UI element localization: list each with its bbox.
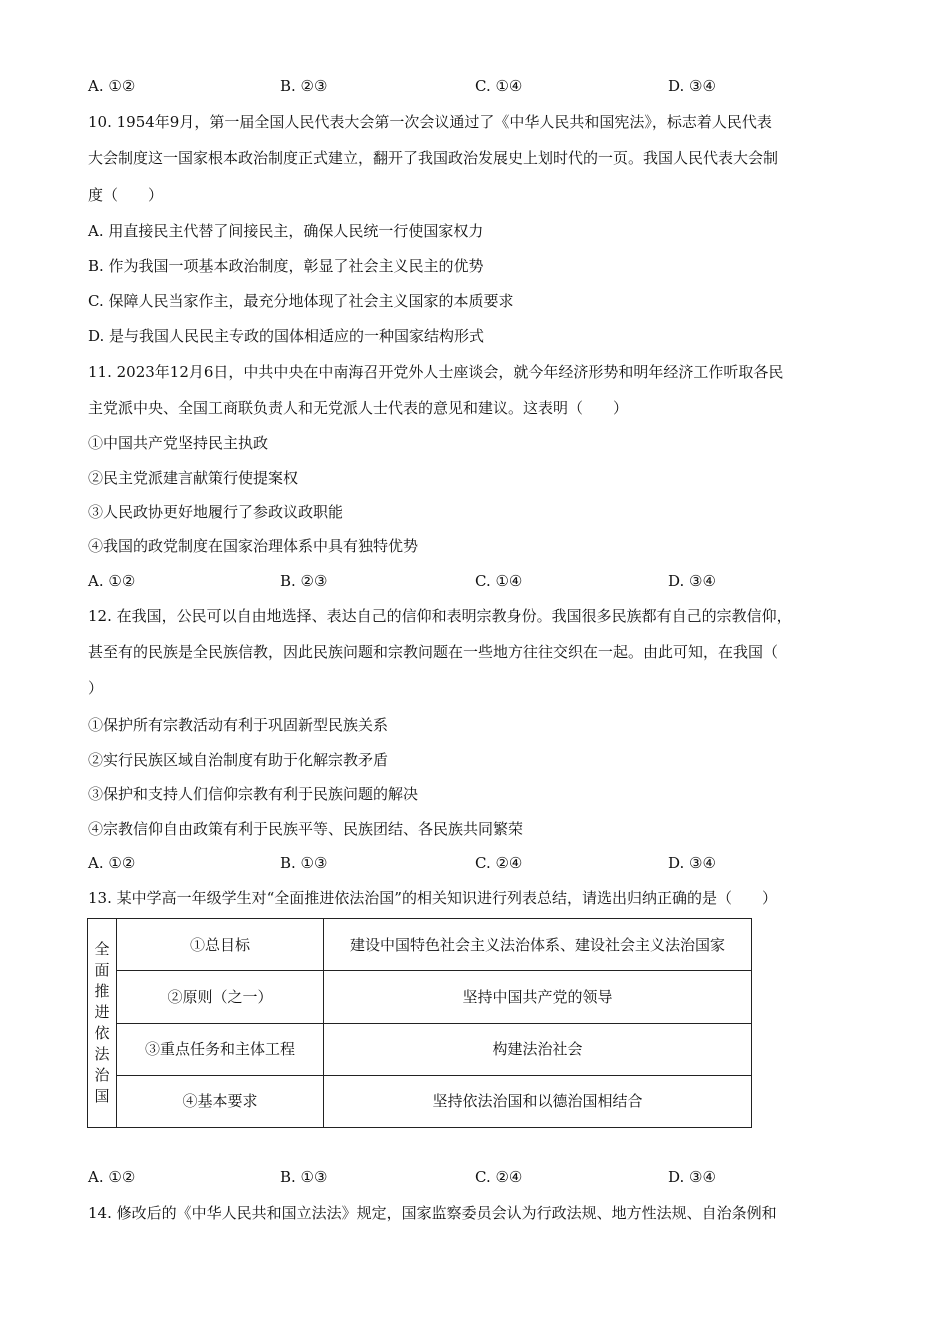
q12-item-2: ②实行民族区域自治制度有助于化解宗教矛盾 [88, 751, 389, 769]
q12-option-a[interactable]: A. ①② [88, 854, 136, 872]
q12-option-c[interactable]: C. ②④ [475, 854, 523, 872]
q9-option-d[interactable]: D. ③④ [668, 77, 716, 95]
q10-choice-c[interactable]: C. 保障人民当家作主，最充分地体现了社会主义国家的本质要求 [88, 292, 514, 310]
table-row [88, 1023, 752, 1075]
q12-stem-line-1: 12. 在我国，公民可以自由地选择、表达自己的信仰和表明宗教身份。我国很多民族都有自己的宗教信仰， [88, 607, 792, 625]
q9-options [88, 76, 788, 96]
q11-option-b[interactable]: B. ②③ [280, 572, 328, 590]
q14-stem: 14. 修改后的《中华人民共和国立法法》规定，国家监察委员会认为行政法规、地方性法规、自治条例和 [88, 1204, 777, 1222]
q11-option-c[interactable]: C. ①④ [475, 572, 523, 590]
table-item-cell: ①总目标 [117, 919, 324, 971]
table-content-cell: 构建法治社会 [324, 1023, 752, 1075]
q10-choice-b[interactable]: B. 作为我国一项基本政治制度，彰显了社会主义民主的优势 [88, 257, 484, 275]
table-item-cell: ③重点任务和主体工程 [117, 1023, 324, 1075]
q13-stem: 13. 某中学高一年级学生对“全面推进依法治国”的相关知识进行列表总结，请选出归纳正确的是（ ） [88, 889, 777, 907]
table-content-cell: 坚持依法治国和以德治国相结合 [324, 1075, 752, 1127]
q9-option-a[interactable]: A. ①② [88, 77, 136, 95]
q11-item-2: ②民主党派建言献策行使提案权 [88, 469, 299, 487]
q13-options [88, 1167, 788, 1187]
q11-item-4: ④我国的政党制度在国家治理体系中具有独特优势 [88, 537, 419, 555]
q9-option-b[interactable]: B. ②③ [280, 77, 328, 95]
q12-option-b[interactable]: B. ①③ [280, 854, 328, 872]
q12-stem-line-2: 甚至有的民族是全民族信教，因此民族问题和宗教问题在一些地方往往交织在一起。由此可知，在我国（ [88, 643, 779, 661]
q13-option-b[interactable]: B. ①③ [280, 1168, 328, 1186]
table-row [88, 919, 752, 971]
q12-option-d[interactable]: D. ③④ [668, 854, 716, 872]
q11-stem-line-1: 11. 2023年12月6日，中共中央在中南海召开党外人士座谈会，就今年经济形势和明年经济工作听取各民 [88, 363, 784, 381]
q11-option-a[interactable]: A. ①② [88, 572, 136, 590]
q11-item-1: ①中国共产党坚持民主执政 [88, 434, 269, 452]
table-row [88, 1075, 752, 1127]
table-side-label: 全面推进依法治国 [88, 919, 117, 1128]
q13-option-a[interactable]: A. ①② [88, 1168, 136, 1186]
q9-option-c[interactable]: C. ①④ [475, 77, 523, 95]
q12-item-4: ④宗教信仰自由政策有利于民族平等、民族团结、各民族共同繁荣 [88, 820, 524, 838]
q10-stem-line-2: 大会制度这一国家根本政治制度正式建立，翻开了我国政治发展史上划时代的一页。我国人民代表大会制 [88, 149, 779, 167]
table-row [88, 971, 752, 1023]
q13-option-c[interactable]: C. ②④ [475, 1168, 523, 1186]
table-item-cell: ②原则（之一） [117, 971, 324, 1023]
q10-choice-a[interactable]: A. 用直接民主代替了间接民主，确保人民统一行使国家权力 [88, 222, 484, 240]
q12-stem-line-3: ） [88, 679, 104, 697]
q12-options [88, 853, 788, 873]
rule-of-law-summary-table [87, 918, 752, 1128]
q12-item-1: ①保护所有宗教活动有利于巩固新型民族关系 [88, 716, 389, 734]
table-item-cell: ④基本要求 [117, 1075, 324, 1127]
q10-stem-line-1: 10. 1954年9月，第一届全国人民代表大会第一次会议通过了《中华人民共和国宪法》，标志着人民代表 [88, 113, 772, 131]
table-content-cell: 建设中国特色社会主义法治体系、建设社会主义法治国家 [324, 919, 752, 971]
q11-stem-line-2: 主党派中央、全国工商联负责人和无党派人士代表的意见和建议。这表明（ ） [88, 399, 629, 417]
q11-item-3: ③人民政协更好地履行了参政议政职能 [88, 503, 344, 521]
q12-item-3: ③保护和支持人们信仰宗教有利于民族问题的解决 [88, 785, 419, 803]
q11-option-d[interactable]: D. ③④ [668, 572, 716, 590]
q11-options [88, 571, 788, 591]
q10-stem-line-3: 度（ ） [88, 186, 164, 204]
table-content-cell: 坚持中国共产党的领导 [324, 971, 752, 1023]
q13-option-d[interactable]: D. ③④ [668, 1168, 716, 1186]
q10-choice-d[interactable]: D. 是与我国人民民主专政的国体相适应的一种国家结构形式 [88, 327, 485, 345]
